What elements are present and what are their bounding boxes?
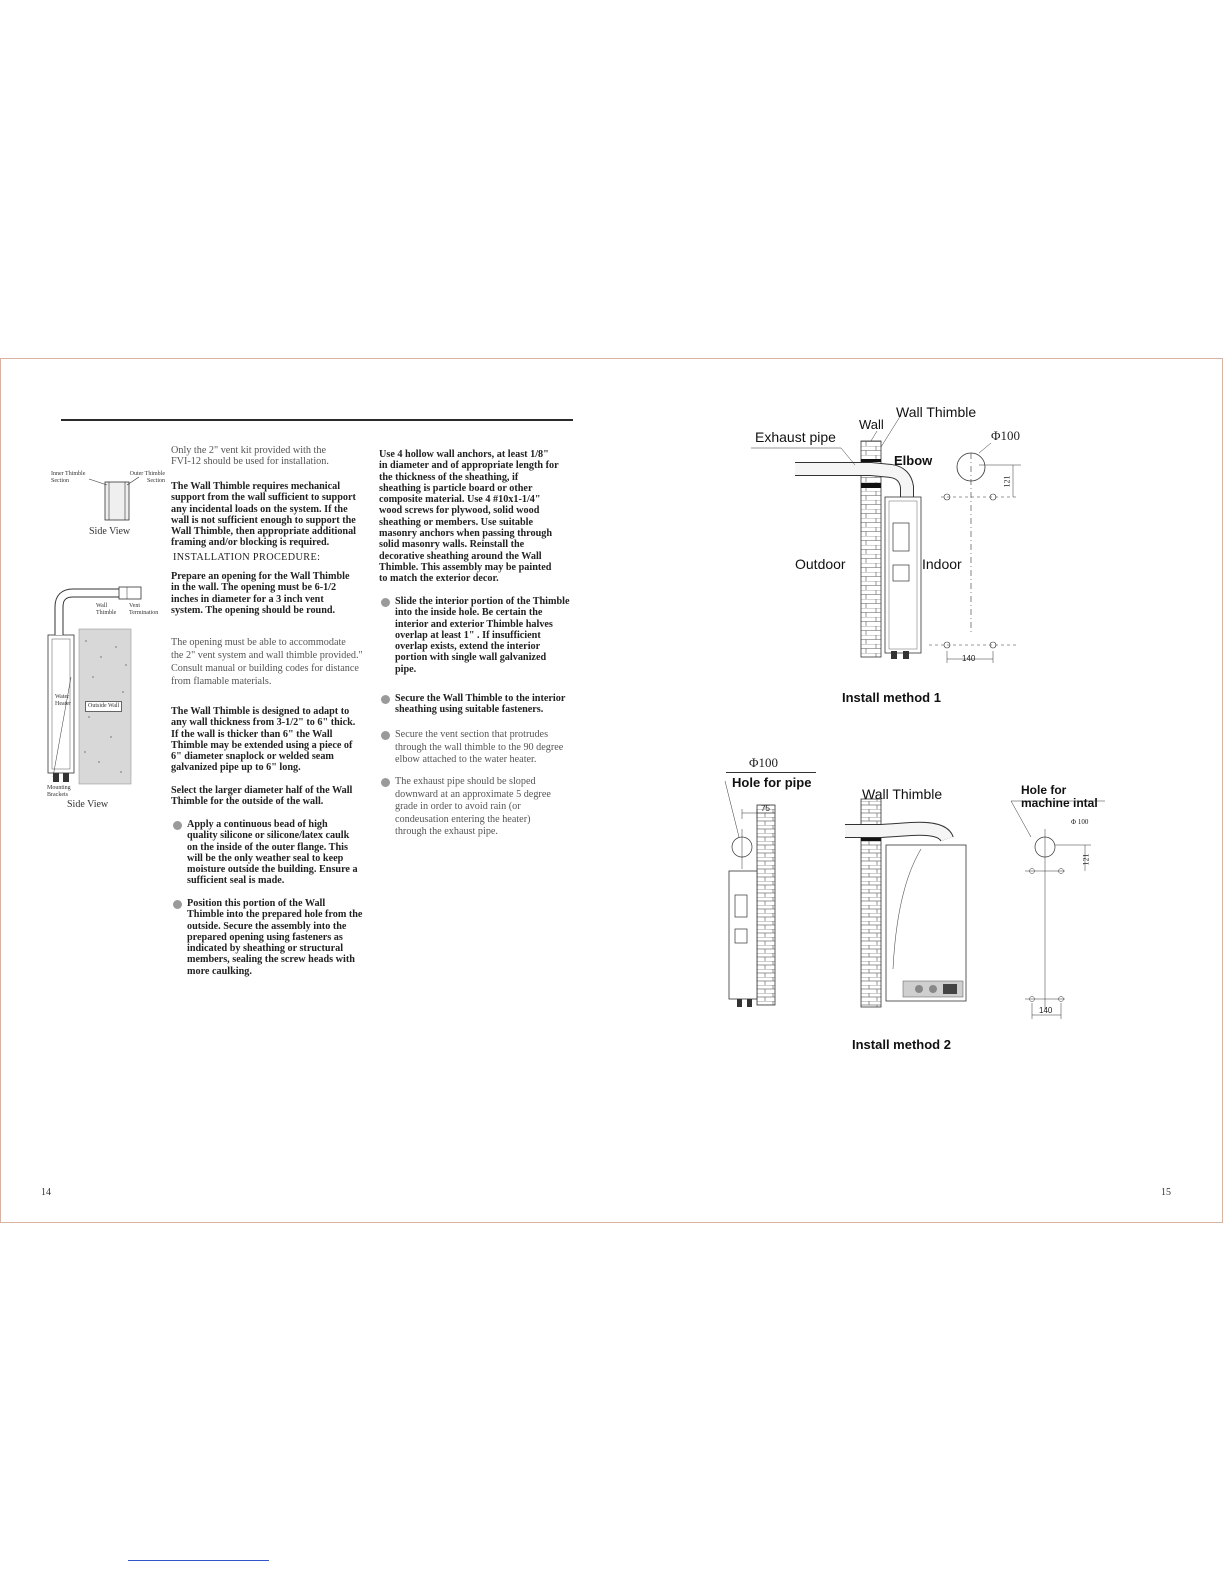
fig1-caption: Side View <box>89 526 131 537</box>
install-method-2-caption: Install method 2 <box>852 1037 951 1052</box>
water-heater-label: Water Heater <box>55 694 71 707</box>
phi-label-2: Φ100 <box>749 755 779 770</box>
exhaust-pipe-label: Exhaust pipe <box>755 429 836 445</box>
vent-termination-label: Vent Termination <box>129 603 159 616</box>
bullet-dot <box>381 695 390 704</box>
outer-thimble-label: Outer Thimble Section <box>129 471 165 484</box>
anchors-text: Use 4 hollow wall anchors, at least 1/8" in diameter and of appropriate length for the thickness of the sheathing, if sheathing is particle board or other composite material. Use 4 #10x1-1/4" wood screws for plywood, solid wood sheathing or members. Use suitable masonry anchors when passing through solid masonry walls. Reinstall the decorative sheathing around the Wall Thimble. This assembly may be painted to match the exterior decor. <box>379 449 559 585</box>
slide-thimble-text: Slide the interior portion of the Thimble into the inside hole. Be certain the interior and exterior Thimble halves overlap at least 1" . If insufficient overlap exists, extend the interior portion with single wall galvanized pipe. <box>395 596 570 675</box>
secure-vent-text: Secure the vent section that protrudes through the wall thimble to the 90 degree elbow attached to the water heater. <box>395 729 564 766</box>
procedure-heading: INSTALLATION PROCEDURE: <box>173 552 321 563</box>
thickness-text: The Wall Thimble is designed to adapt to any wall thickness from 3-1/2" to 6" thick. If the wall is thicker than 6" the Wall Thimble may be extended using a piece of 6" diameter snaplock or welded seam galvanized pipe up to 6" long. <box>171 706 356 774</box>
outdoor-label: Outdoor <box>795 556 846 572</box>
bullet-dot <box>173 900 182 909</box>
wall-thimble-label-2: Wall Thimble <box>862 786 943 802</box>
phi-small-label: Φ 100 <box>1071 818 1089 826</box>
intro-text: Only the 2" vent kit provided with the FVI-12 should be used for installation. <box>171 445 329 468</box>
link-underline <box>128 1560 269 1561</box>
requirements-text: The Wall Thimble requires mechanical support from the wall sufficient to support any incidental loads on the system. If the wall is not sufficient enough to support the Wall Thimble, then appropriate additional framing and/or blocking is required. <box>171 481 357 549</box>
hole-for-pipe-label: Hole for pipe <box>732 775 812 790</box>
hole-label-rule <box>726 772 816 773</box>
hole-for-machine-label: Hole for machine intal <box>1021 783 1098 810</box>
page-number-right: 15 <box>1161 1187 1171 1198</box>
prepare-text: Prepare an opening for the Wall Thimble in the wall. The opening must be 6-1/2 inches in diameter for a 3 inch vent system. The opening should be round. <box>171 571 350 616</box>
secure-thimble-text: Secure the Wall Thimble to the interior sheathing using suitable fasteners. <box>395 693 566 716</box>
dim-horizontal-1: 140 <box>962 654 976 663</box>
dim-75: 75 <box>761 804 770 813</box>
opening-text: The opening must be able to accommodate the 2" vent system and wall thimble provided." Consult manual or building codes for distance from flamable materials. <box>171 637 363 687</box>
phi-label-1: Φ100 <box>991 428 1021 443</box>
dim-vertical-1: 121 <box>1002 475 1012 488</box>
bullet-dot <box>173 821 182 830</box>
header-rule <box>61 419 573 421</box>
wall-label-1: Wall <box>859 417 884 432</box>
select-text: Select the larger diameter half of the Wall Thimble for the outside of the wall. <box>171 785 353 808</box>
apply-caulk-text: Apply a continuous bead of high quality silicone or silicone/latex caulk on the inside of the outer flange. This will be the only weather seal to keep moisture outside the building. Ensure a sufficient seal is made. <box>187 819 358 887</box>
bullet-dot <box>381 598 390 607</box>
bullet-dot <box>381 778 390 787</box>
fig2-caption: Side View <box>67 799 109 810</box>
manual-spread <box>0 358 1223 1223</box>
elbow-label: Elbow <box>894 453 933 468</box>
position-thimble-text: Position this portion of the Wall Thimble into the prepared hole from the outside. Secure the assembly into the prepared opening using fasteners as indicated by sheathing or structural members, sealing the screw heads with more caulking. <box>187 898 363 977</box>
indoor-label: Indoor <box>922 556 962 572</box>
mounting-brackets-label: Mounting Brackets <box>47 785 71 798</box>
bullet-dot <box>381 731 390 740</box>
wall-thimble-label: Wall Thimble <box>96 603 117 616</box>
inner-thimble-label: Inner Thimble Section <box>51 471 86 484</box>
install-method-1-caption: Install method 1 <box>842 690 941 705</box>
page-number-left: 14 <box>41 1187 51 1198</box>
dim-horizontal-2: 140 <box>1039 1006 1053 1015</box>
outside-wall-label: Outside Wall <box>85 701 122 712</box>
dim-vertical-2: 121 <box>1081 853 1091 866</box>
slope-text: The exhaust pipe should be sloped downward at an approximate 5 degree grade in order to avoid rain (or condeusation entering the heater) through the exhaust pipe. <box>395 776 551 838</box>
wall-thimble-label-1: Wall Thimble <box>896 404 977 420</box>
